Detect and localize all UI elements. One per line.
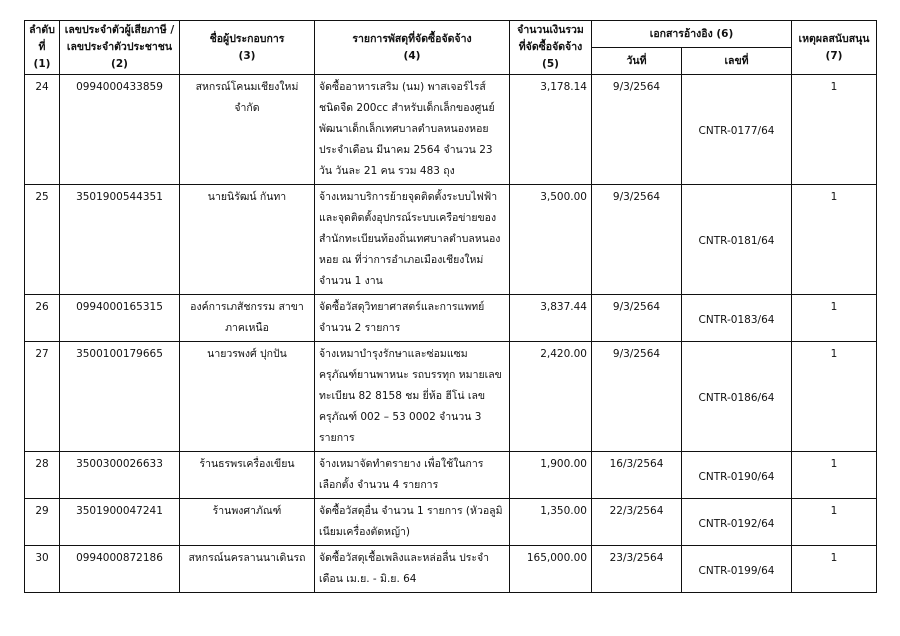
amount: 1,350.00 bbox=[510, 499, 592, 546]
ref-docno: CNTR-0181/64 bbox=[682, 185, 792, 295]
tax-id: 0994000165315 bbox=[60, 295, 180, 342]
reason: 1 bbox=[792, 342, 877, 452]
tax-id: 0994000433859 bbox=[60, 75, 180, 185]
ref-date: 22/3/2564 bbox=[592, 499, 682, 546]
amount: 3,837.44 bbox=[510, 295, 592, 342]
item-description: จัดซื้อวัสดุวิทยาศาสตร์และการแพทย์ จำนวน 2 รายการ bbox=[315, 295, 510, 342]
item-description: จัดซื้ออาหารเสริม (นม) พาสเจอร์ไรส์ ชนิดจืด 200cc สำหรับเด็กเล็กของศูนย์พัฒนาเด็กเล็กเทศบาลตำบลหนองหอย ประจำเดือน มีนาคม 2564 จำนวน 23 วัน วันละ 21 คน รวม 483 ถุง bbox=[315, 75, 510, 185]
ref-docno: CNTR-0190/64 bbox=[682, 452, 792, 499]
table-row bbox=[25, 75, 877, 185]
header-no: ลำดับที่ (1) bbox=[25, 21, 60, 75]
row-number: 29 bbox=[25, 499, 60, 546]
reason: 1 bbox=[792, 295, 877, 342]
table-row bbox=[25, 499, 877, 546]
ref-date: 9/3/2564 bbox=[592, 75, 682, 185]
vendor-name: ร้านพงศาภัณฑ์ bbox=[180, 499, 315, 546]
header-docno: เลขที่ bbox=[682, 48, 792, 75]
item-description: จัดซื้อวัสดุเชื้อเพลิงและหล่อลื่น ประจำเดือน เม.ย. - มิ.ย. 64 bbox=[315, 546, 510, 593]
item-description: จ้างเหมาจัดทำตรายาง เพื่อใช้ในการเลือกตั้ง จำนวน 4 รายการ bbox=[315, 452, 510, 499]
header-row bbox=[25, 21, 877, 48]
amount: 2,420.00 bbox=[510, 342, 592, 452]
header-vendor: ชื่อผู้ประกอบการ (3) bbox=[180, 21, 315, 75]
amount: 165,000.00 bbox=[510, 546, 592, 593]
ref-docno: CNTR-0177/64 bbox=[682, 75, 792, 185]
ref-date: 9/3/2564 bbox=[592, 185, 682, 295]
amount: 3,500.00 bbox=[510, 185, 592, 295]
reason: 1 bbox=[792, 546, 877, 593]
reason: 1 bbox=[792, 185, 877, 295]
ref-date: 16/3/2564 bbox=[592, 452, 682, 499]
vendor-name: ร้านธรพรเครื่องเขียน bbox=[180, 452, 315, 499]
tax-id: 3501900047241 bbox=[60, 499, 180, 546]
item-description: จัดซื้อวัสดุอื่น จำนวน 1 รายการ (หัวอลูมิเนียมเครื่องตัดหญ้า) bbox=[315, 499, 510, 546]
header-item: รายการพัสดุที่จัดซื้อจัดจ้าง (4) bbox=[315, 21, 510, 75]
table-row bbox=[25, 452, 877, 499]
amount: 1,900.00 bbox=[510, 452, 592, 499]
ref-docno: CNTR-0192/64 bbox=[682, 499, 792, 546]
row-number: 26 bbox=[25, 295, 60, 342]
header-taxid: เลขประจำตัวผู้เสียภาษี / เลขประจำตัวประชาชน (2) bbox=[60, 21, 180, 75]
tax-id: 3500300026633 bbox=[60, 452, 180, 499]
header-reason: เหตุผลสนับสนุน (7) bbox=[792, 21, 877, 75]
row-number: 25 bbox=[25, 185, 60, 295]
vendor-name: องค์การเภสัชกรรม สาขาภาคเหนือ bbox=[180, 295, 315, 342]
tax-id: 3501900544351 bbox=[60, 185, 180, 295]
vendor-name: นายวรพงศ์ ปุกปัน bbox=[180, 342, 315, 452]
table-row bbox=[25, 185, 877, 295]
table-body bbox=[25, 75, 877, 593]
ref-docno: CNTR-0186/64 bbox=[682, 342, 792, 452]
item-description: จ้างเหมาบริการย้ายจุดติดตั้งระบบไฟฟ้าและจุดติดตั้งอุปกรณ์ระบบเครือข่ายของสำนักทะเบียนท้องถิ่นเทศบาลตำบลหนองหอย ณ ที่ว่าการอำเภอเมืองเชียงใหม่ จำนวน 1 งาน bbox=[315, 185, 510, 295]
row-number: 28 bbox=[25, 452, 60, 499]
procurement-table bbox=[24, 20, 877, 593]
table-row bbox=[25, 295, 877, 342]
header-amount: จำนวนเงินรวม ที่จัดซื้อจัดจ้าง (5) bbox=[510, 21, 592, 75]
row-number: 24 bbox=[25, 75, 60, 185]
table-row bbox=[25, 342, 877, 452]
ref-date: 23/3/2564 bbox=[592, 546, 682, 593]
vendor-name: สหกรณ์นครลานนาเดินรถ bbox=[180, 546, 315, 593]
reason: 1 bbox=[792, 75, 877, 185]
ref-docno: CNTR-0183/64 bbox=[682, 295, 792, 342]
header-docs: เอกสารอ้างอิง (6) bbox=[592, 21, 792, 48]
vendor-name: นายนิรัฒน์ กันทา bbox=[180, 185, 315, 295]
reason: 1 bbox=[792, 499, 877, 546]
ref-date: 9/3/2564 bbox=[592, 342, 682, 452]
row-number: 27 bbox=[25, 342, 60, 452]
row-number: 30 bbox=[25, 546, 60, 593]
amount: 3,178.14 bbox=[510, 75, 592, 185]
ref-date: 9/3/2564 bbox=[592, 295, 682, 342]
ref-docno: CNTR-0199/64 bbox=[682, 546, 792, 593]
item-description: จ้างเหมาบำรุงรักษาและซ่อมแซมครุภัณฑ์ยานพาหนะ รถบรรทุก หมายเลขทะเบียน 82 8158 ชม ยี่ห้อ ฮีโน่ เลขครุภัณฑ์ 002 – 53 0002 จำนวน 3 รายการ bbox=[315, 342, 510, 452]
tax-id: 3500100179665 bbox=[60, 342, 180, 452]
header-date: วันที่ bbox=[592, 48, 682, 75]
vendor-name: สหกรณ์โคนมเชียงใหม่ จำกัด bbox=[180, 75, 315, 185]
reason: 1 bbox=[792, 452, 877, 499]
tax-id: 0994000872186 bbox=[60, 546, 180, 593]
table-row bbox=[25, 546, 877, 593]
